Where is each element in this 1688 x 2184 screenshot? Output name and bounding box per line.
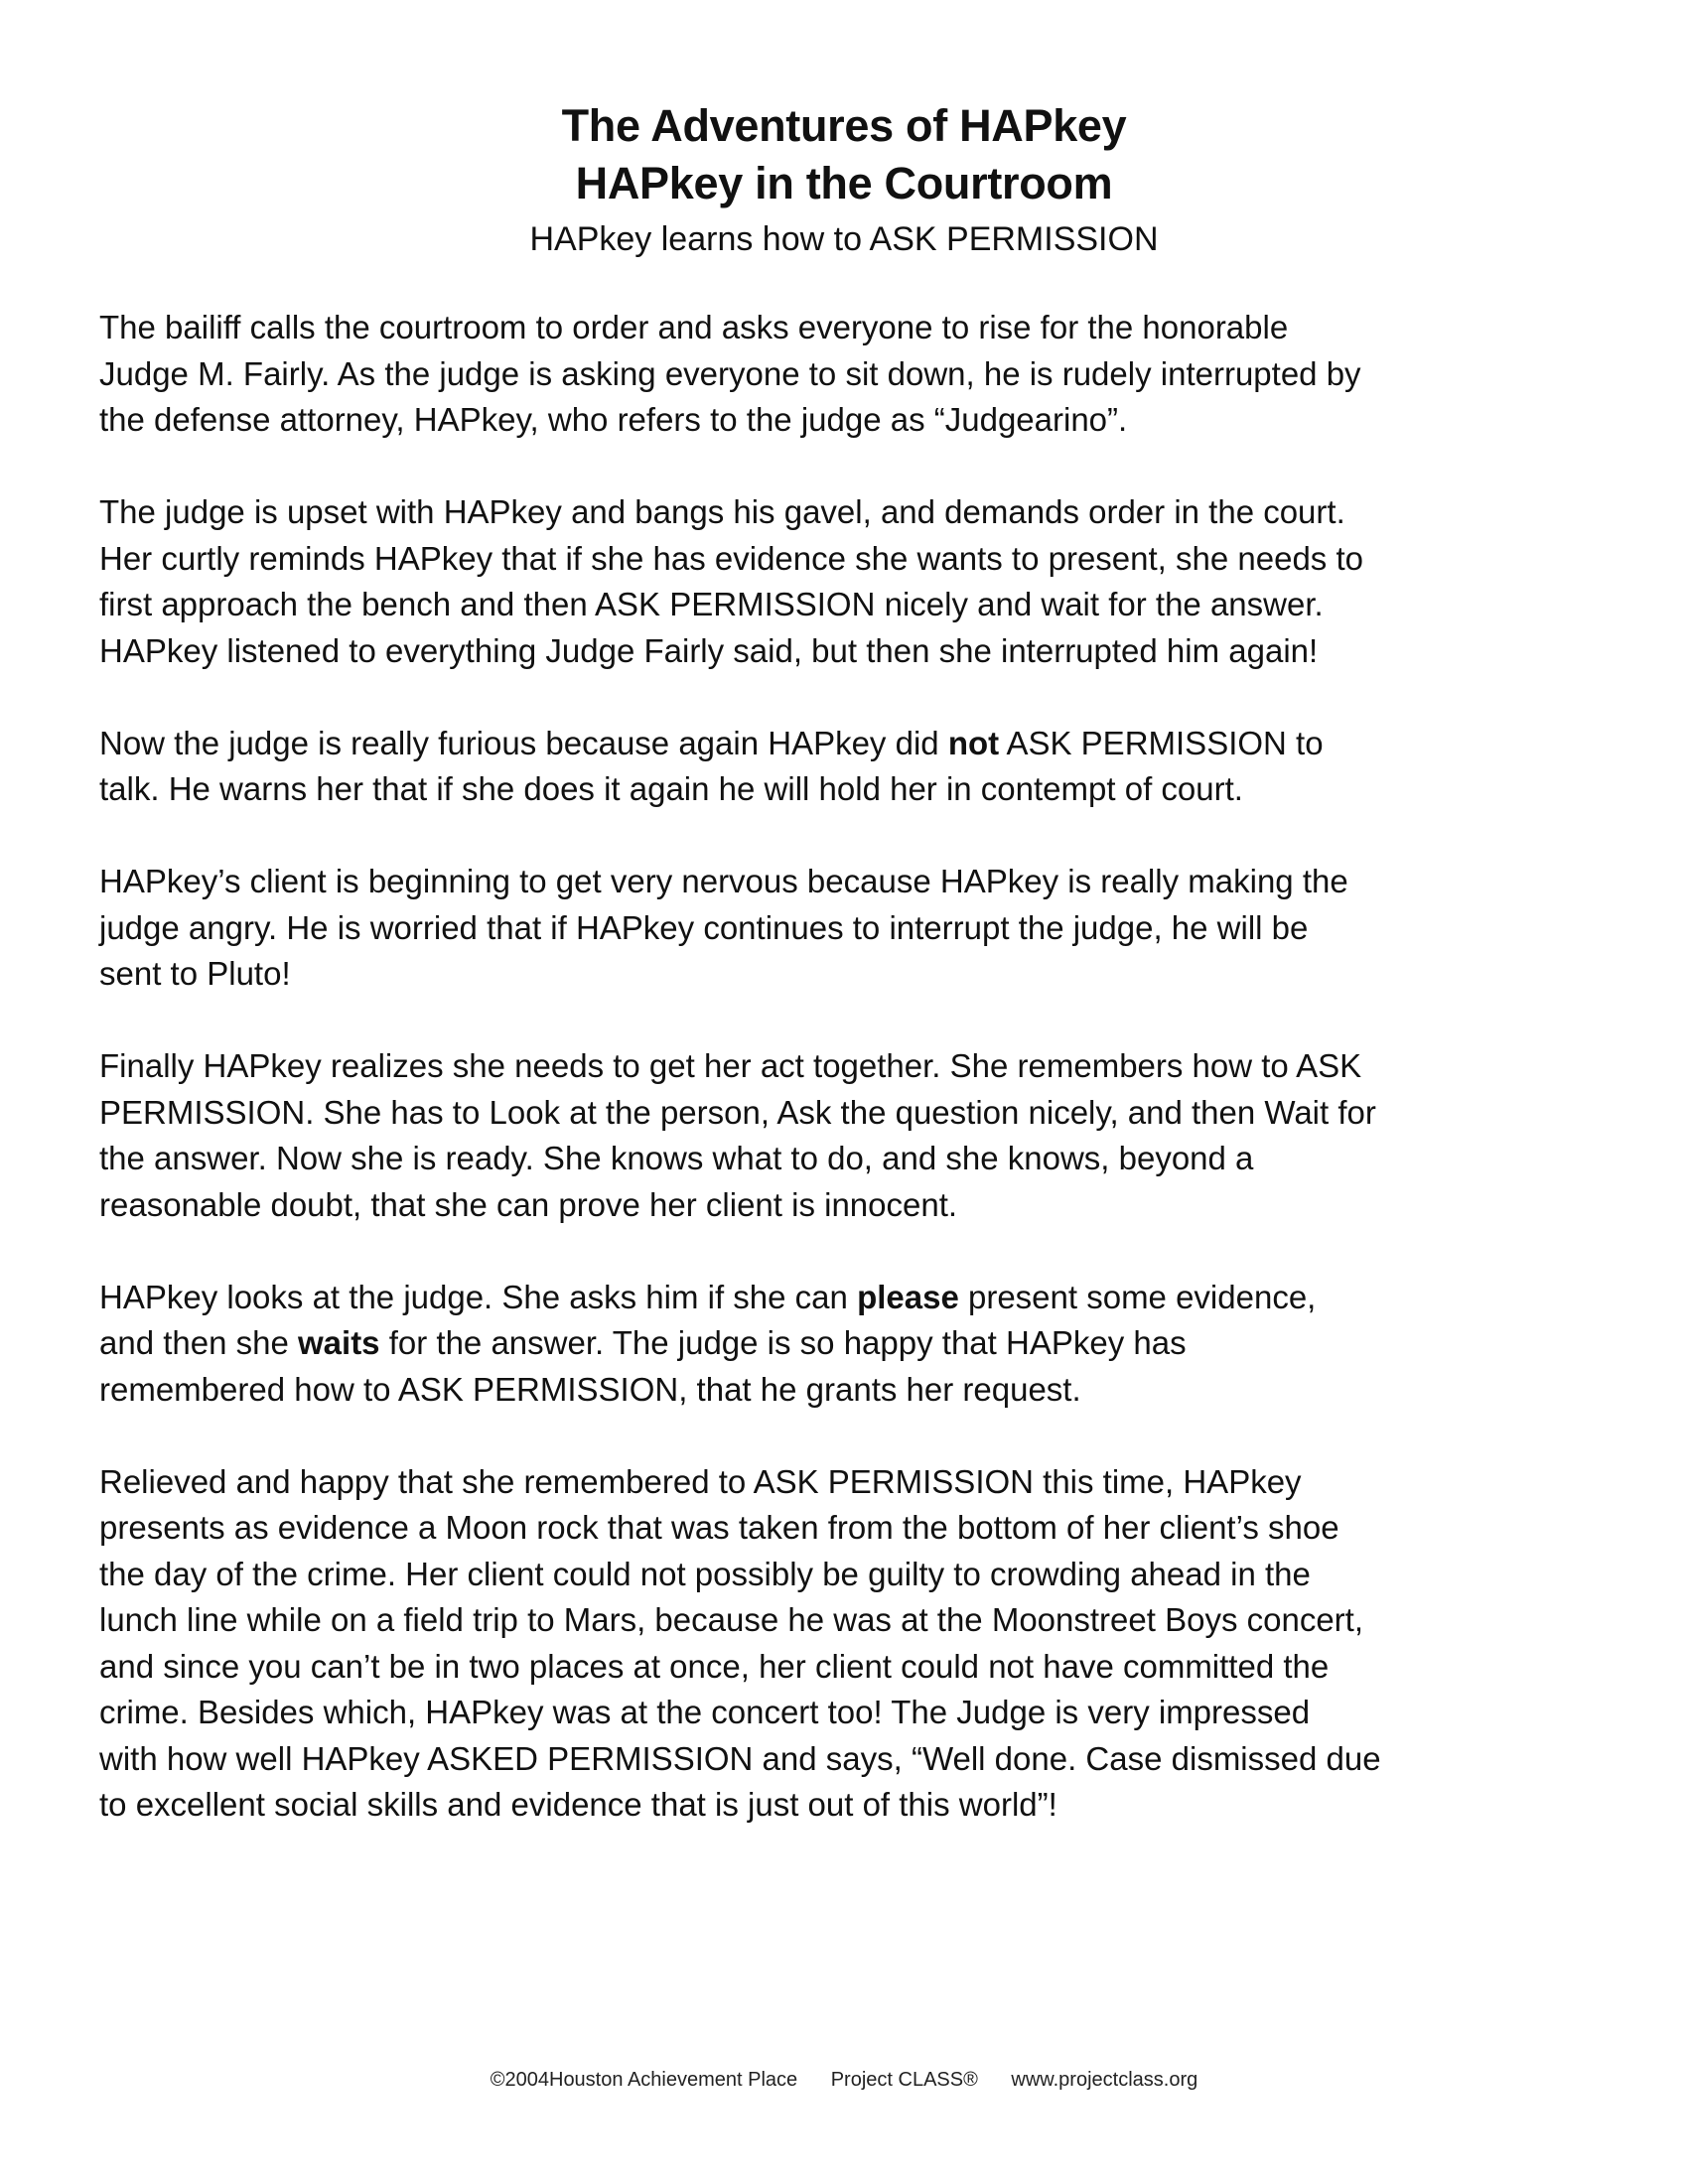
paragraph-3-text-b: ASK PERMISSION to talk. He warns her that if she does it again he will hold her in contempt of court. <box>99 724 1324 807</box>
title-line-1: The Adventures of HAPkey <box>561 100 1127 151</box>
paragraph-6-text-b: present some evidence, and then she <box>99 1278 1317 1361</box>
paragraph-7: Relieved and happy that she remembered to ASK PERMISSION this time, HAPkey presents as evidence a Moon rock that was taken from the bottom of her client’s shoe the day of the crime. Her client could not possibly be guilty to crowding ahead in the lunch line while on a field trip to Mars, because he was at the Moonstreet Boys concert, and since you can’t be in two places at once, her client could not have committed the crime. Besides which, HAPkey was at the concert too! The Judge is very impressed with how well HAPkey ASKED PERMISSION and says, “Well done. Case dismissed due to excellent social skills and evidence that is just out of this world”! <box>99 1462 1381 1823</box>
footer-website: www.projectclass.org <box>1011 2069 1198 2091</box>
story-body <box>99 305 1609 1874</box>
paragraph-6-text-a: HAPkey looks at the judge. She asks him if she can <box>99 1278 858 1315</box>
title-line-2: HAPkey in the Courtroom <box>575 158 1113 208</box>
footer-project: Project CLASS® <box>830 2069 978 2091</box>
document-header <box>0 97 1688 264</box>
paragraph-6-text-c: for the answer. The judge is so happy that HAPkey has remembered how to ASK PERMISSION, that he grants her request. <box>99 1324 1187 1408</box>
paragraph-2: The judge is upset with HAPkey and bangs his gavel, and demands order in the court. Her curtly reminds HAPkey that if she has evidence she wants to present, she needs to first approach the bench and then ASK PERMISSION nicely and wait for the answer. HAPkey listened to everything Judge Fairly said, but then she interrupted him again! <box>99 493 1363 669</box>
paragraph-6-bold-please: please <box>857 1278 959 1315</box>
paragraph-6-bold-waits: waits <box>298 1324 380 1361</box>
paragraph-3-bold-not: not <box>947 724 1000 761</box>
paragraph-3 <box>99 721 1609 813</box>
subtitle: HAPkey learns how to ASK PERMISSION <box>529 220 1159 258</box>
paragraph-1: The bailiff calls the courtroom to order and asks everyone to rise for the honorable Judge M. Fairly. As the judge is asking everyone to sit down, he is rudely interrupted by the defense attorney, HAPkey, who refers to the judge as “Judgearino”. <box>99 309 1361 438</box>
footer-copyright: ©2004Houston Achievement Place <box>490 2069 798 2091</box>
page-footer <box>0 2067 1688 2093</box>
paragraph-4: HAPkey’s client is beginning to get very nervous because HAPkey is really making the judge angry. He is worried that if HAPkey continues to interrupt the judge, he will be sent to Pluto! <box>99 863 1348 992</box>
paragraph-3-text-a: Now the judge is really furious because again HAPkey did <box>99 724 948 761</box>
paragraph-5: Finally HAPkey realizes she needs to get her act together. She remembers how to ASK PERMISSION. She has to Look at the person, Ask the question nicely, and then Wait for the answer. Now she is ready. She knows what to do, and she knows, beyond a reasonable doubt, that she can prove her client is innocent. <box>99 1047 1376 1223</box>
paragraph-6 <box>99 1275 1609 1414</box>
